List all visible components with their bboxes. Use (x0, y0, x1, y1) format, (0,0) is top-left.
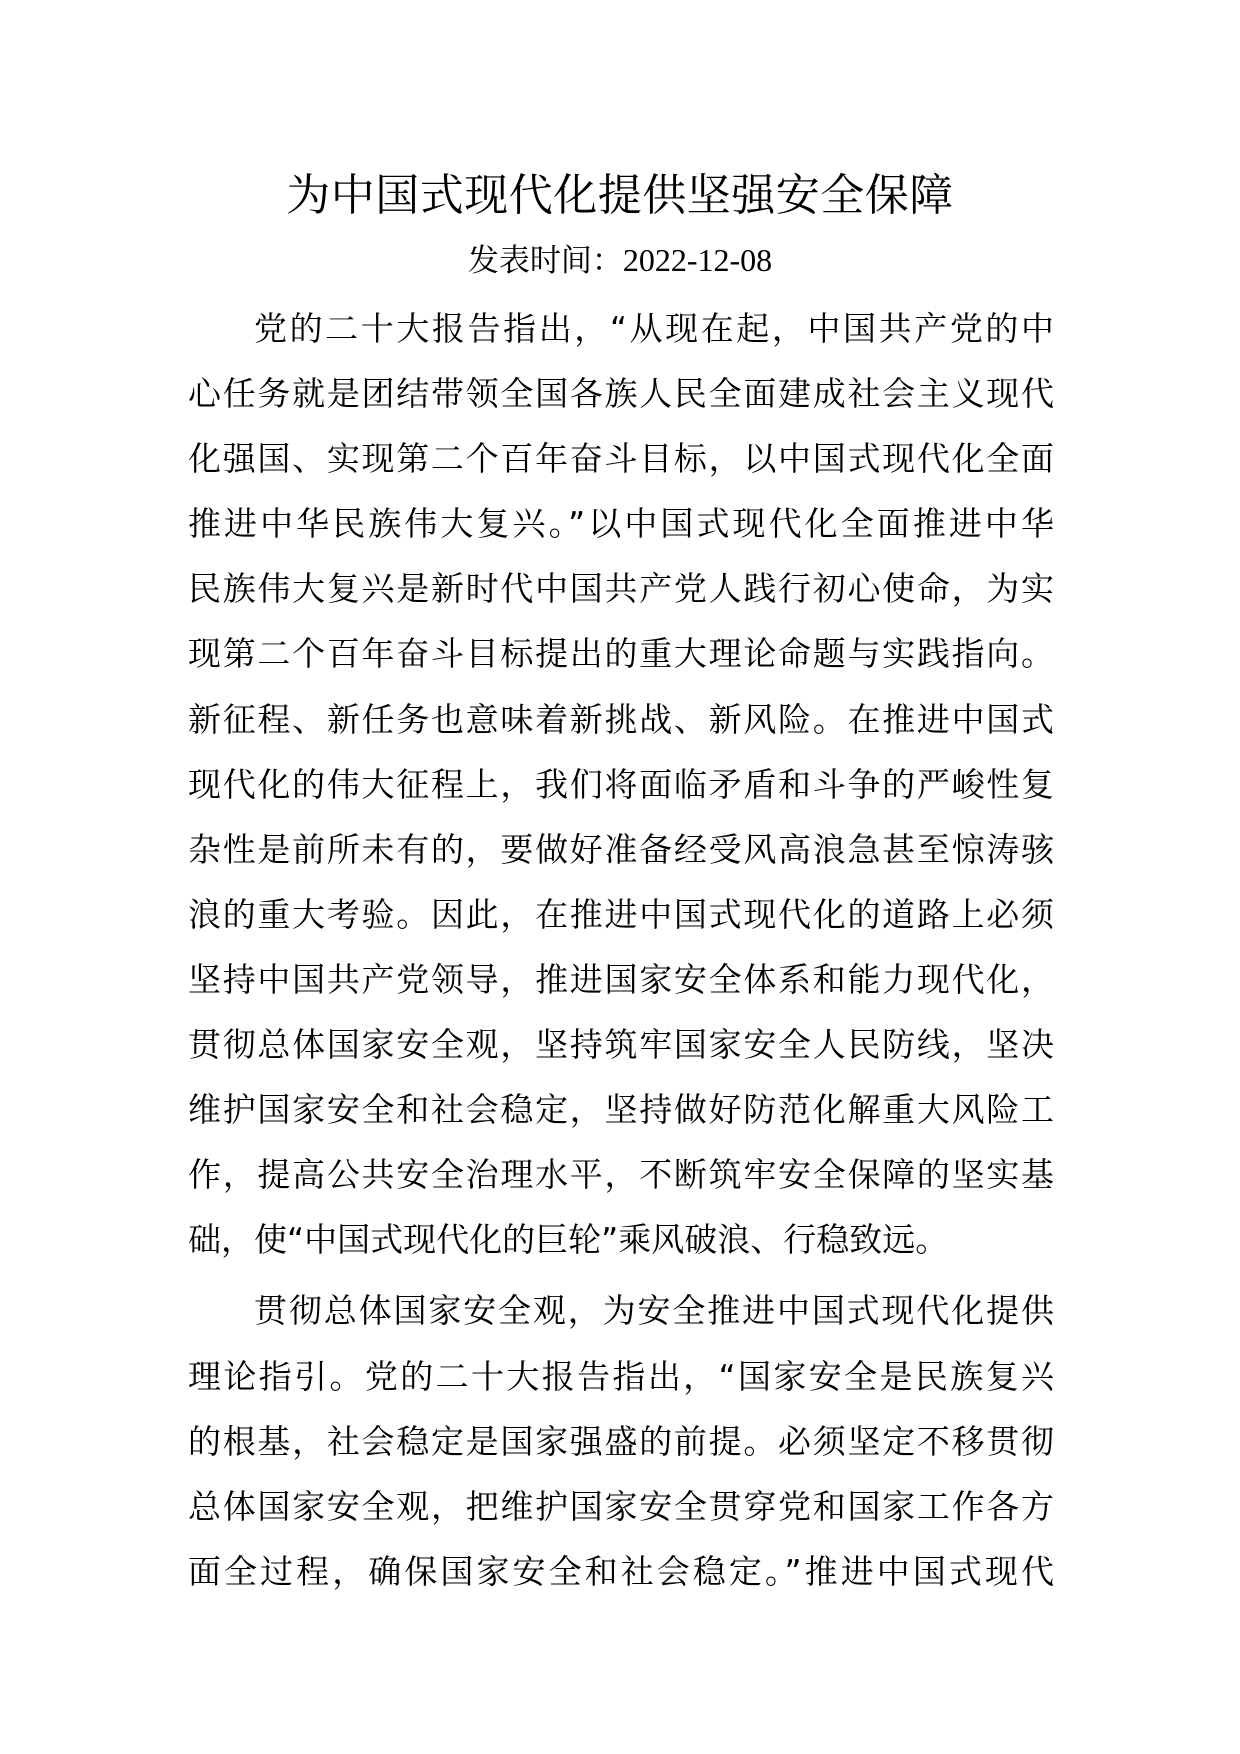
paragraph-line: 新征程、新任务也意味着新挑战、新风险。在推进中国式 (188, 699, 1054, 739)
paragraph-line: 贯彻总体国家安全观，坚持筑牢国家安全人民防线，坚决 (188, 1025, 1054, 1065)
paragraph-line: 总体国家安全观，把维护国家安全贯穿党和国家工作各方 (188, 1486, 1054, 1526)
paragraph-line: 化强国、实现第二个百年奋斗目标，以中国式现代化全面 (188, 439, 1054, 479)
paragraph-line: 理论指引。党的二十大报告指出，“国家安全是民族复兴 (188, 1356, 1054, 1396)
paragraph-line: 推进中华民族伟大复兴。”以中国式现代化全面推进中华 (188, 504, 1054, 544)
paragraph-line: 杂性是前所未有的，要做好准备经受风高浪急甚至惊涛骇 (188, 829, 1054, 869)
paragraph-line: 面全过程，确保国家安全和社会稳定。”推进中国式现代 (188, 1551, 1054, 1591)
paragraph-line: 贯彻总体国家安全观，为安全推进中国式现代化提供 (254, 1291, 1054, 1331)
paragraph-1 (188, 296, 1054, 1272)
paragraph-line: 民族伟大复兴是新时代中国共产党人践行初心使命，为实 (188, 569, 1054, 609)
paragraph-line: 现代化的伟大征程上，我们将面临矛盾和斗争的严峻性复 (188, 764, 1054, 804)
paragraph-2 (188, 1278, 1054, 1603)
paragraph-line: 浪的重大考验。因此，在推进中国式现代化的道路上必须 (188, 894, 1054, 934)
paragraph-line: 心任务就是团结带领全国各族人民全面建成社会主义现代 (188, 374, 1054, 414)
document-title: 为中国式现代化提供坚强安全保障 (286, 170, 954, 221)
publish-date-label: 发表时间： (467, 243, 623, 279)
paragraph-line: 维护国家安全和社会稳定，坚持做好防范化解重大风险工 (188, 1090, 1054, 1130)
publish-date (0, 240, 1240, 281)
paragraph-line: 现第二个百年奋斗目标提出的重大理论命题与实践指向。 (188, 634, 1054, 674)
paragraph-line: 坚持中国共产党领导，推进国家安全体系和能力现代化， (188, 959, 1054, 999)
article-body (188, 296, 1054, 1604)
publish-date-value: 2022-12-08 (622, 242, 773, 278)
paragraph-line: 础，使“中国式现代化的巨轮”乘风破浪、行稳致远。 (188, 1220, 949, 1260)
paragraph-line: 党的二十大报告指出，“从现在起，中国共产党的中 (254, 309, 1054, 348)
paragraph-line: 作，提高公共安全治理水平，不断筑牢安全保障的坚实基 (188, 1155, 1054, 1195)
paragraph-line: 的根基，社会稳定是国家强盛的前提。必须坚定不移贯彻 (188, 1421, 1054, 1461)
